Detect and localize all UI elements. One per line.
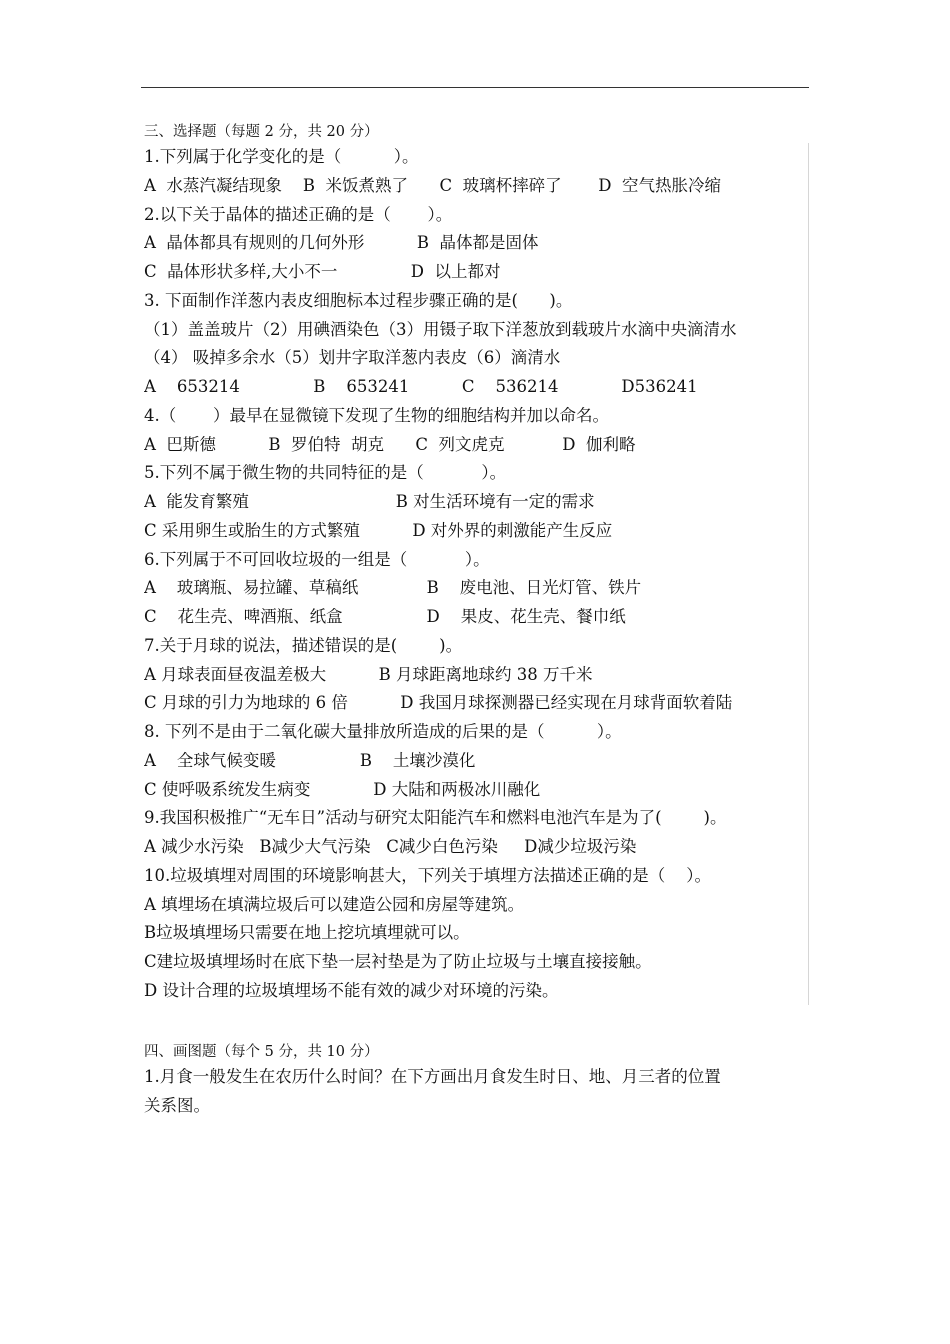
section-4-title: 四、画图题（每个 5 分，共 10 分）	[144, 1044, 379, 1060]
q-line: （4） 吸掉多余水（5）划井字取洋葱内表皮（6）滴清水	[144, 348, 561, 368]
header-rule	[141, 87, 809, 88]
draw-line: 关系图。	[144, 1095, 210, 1115]
q-line: A 月球表面昼夜温差极大 B 月球距离地球约 38 万千米	[144, 664, 593, 684]
section-3-questions	[144, 143, 808, 1006]
q-line: 6.下列属于不可回收垃圾的一组是（ ）。	[144, 549, 490, 569]
q-line: 7.关于月球的说法，描述错误的是( )。	[144, 635, 463, 655]
q-line: C 采用卵生或胎生的方式繁殖 D 对外界的刺激能产生反应	[144, 520, 613, 540]
q-line: A 653214 B 653241 C 536214 D536241	[144, 377, 698, 396]
draw-line: 1.月食一般发生在农历什么时间？在下方画出月食发生时日、地、月三者的位置	[144, 1067, 721, 1086]
q-line: A 晶体都具有规则的几何外形 B 晶体都是固体	[144, 233, 539, 253]
q-line: C 花生壳、啤酒瓶、纸盒 D 果皮、花生壳、餐巾纸	[144, 607, 626, 626]
q-line: 4.（ ）最早在显微镜下发现了生物的细胞结构并加以命名。	[144, 405, 609, 425]
q-line: C 月球的引力为地球的 6 倍 D 我国月球探测器已经实现在月球背面软着陆	[144, 693, 733, 713]
q-line: A 玻璃瓶、易拉罐、草稿纸 B 废电池、日光灯管、铁片	[144, 578, 642, 598]
q-line: A 水蒸汽凝结现象 B 米饭煮熟了 C 玻璃杯摔碎了 D 空气热胀冷缩	[144, 175, 722, 195]
q-line: A 全球气候变暖 B 土壤沙漠化	[144, 750, 476, 770]
q-line: C 晶体形状多样,大小不一 D 以上都对	[144, 262, 501, 281]
q-line: 1.下列属于化学变化的是（ ）。	[144, 147, 419, 166]
column-rule	[808, 143, 809, 1005]
section-3-title: 三、选择题（每题 2 分，共 20 分）	[144, 124, 379, 140]
q-line: C建垃圾填埋场时在底下垫一层衬垫是为了防止垃圾与土壤直接接触。	[144, 952, 652, 971]
q-line: C 使呼吸系统发生病变 D 大陆和两极冰川融化	[144, 779, 541, 799]
q-line: 2.以下关于晶体的描述正确的是（ ）。	[144, 204, 453, 224]
q-line: 10.垃圾填埋对周围的环境影响甚大，下列关于填埋方法描述正确的是（ ）。	[144, 865, 711, 885]
q-line: A 减少水污染 B减少大气污染 C减少白色污染 D减少垃圾污染	[144, 837, 637, 856]
q-line: A 填埋场在填满垃圾后可以建造公园和房屋等建筑。	[144, 894, 525, 914]
q-line: A 能发育繁殖 B 对生活环境有一定的需求	[144, 492, 595, 511]
q-line: 3. 下面制作洋葱内表皮细胞标本过程步骤正确的是( )。	[144, 290, 573, 310]
q-line: 5.下列不属于微生物的共同特征的是（ ）。	[144, 463, 507, 483]
q-line: A 巴斯德 B 罗伯特 胡克 C 列文虎克 D 伽利略	[144, 434, 636, 454]
section-4-questions	[144, 1063, 814, 1120]
q-line: B垃圾填埋场只需要在地上挖坑填埋就可以。	[144, 923, 470, 943]
q-line: 9.我国积极推广“无车日”活动与研究太阳能汽车和燃料电池汽车是为了( )。	[144, 808, 727, 828]
q-line: （1）盖盖玻片（2）用碘酒染色（3）用镊子取下洋葱放到载玻片水滴中央滴清水	[144, 319, 737, 339]
q-line: D 设计合理的垃圾填埋场不能有效的减少对环境的污染。	[144, 980, 559, 1000]
q-line: 8. 下列不是由于二氧化碳大量排放所造成的后果的是（ ）。	[144, 722, 622, 741]
